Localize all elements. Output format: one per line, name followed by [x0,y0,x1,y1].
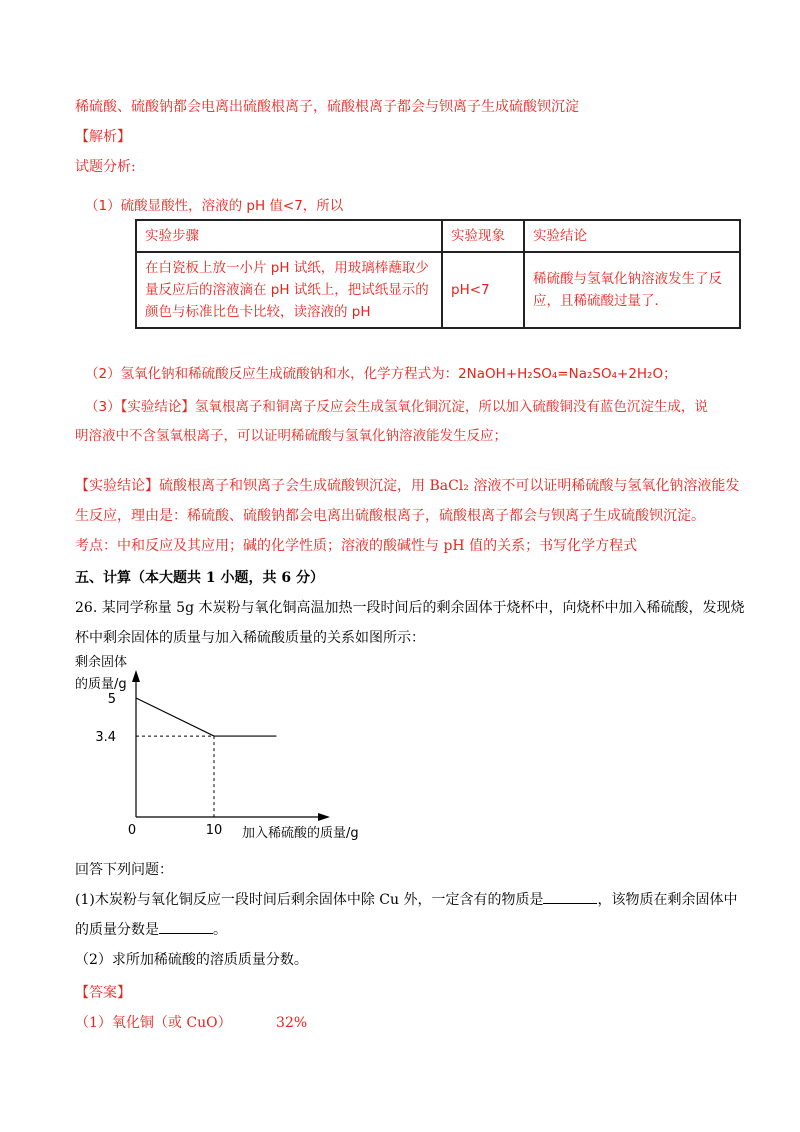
answer-blank [543,891,597,904]
answer-1-value: 32% [276,1015,308,1031]
experiment-table [135,219,741,329]
data-line [136,698,276,736]
answer-intro: 回答下列问题： [75,862,173,878]
answer-blank [159,921,213,934]
table-cell-phenomenon: pH<7 [442,252,524,328]
sub-question-1-text-a: (1)木炭粉与氧化铜反应一段时间后剩余固体中除 Cu 外，一定含有的物质是 [75,892,544,908]
y-axis-label-line1: 剩余固体 [75,655,128,670]
sub-question-1-text-b: ，该物质在剩余固体中 [597,892,738,908]
answer-part-3-line1: （3）【实验结论】氢氧根离子和铜离子反应会生成氢氧化铜沉淀，所以加入硫酸铜没有蓝色沉淀生成，说 [85,399,708,415]
x-tick-label: 0 [127,823,137,838]
x-tick-label: 10 [205,823,223,838]
top-line: 稀硫酸、硫酸钠都会电离出硫酸根离子，硫酸根离子都会与钡离子生成硫酸钡沉淀 [75,99,579,115]
section-heading: 五、计算（本大题共 1 小题，共 6 分） [75,570,324,586]
answer-part-3-line2: 明溶液中不含氢氧根离子，可以证明稀硫酸与氢氧化钠溶液能发生反应； [75,428,507,444]
sub-question-1-line2 [75,920,227,940]
sub-question-1-line1 [75,890,737,910]
analysis-heading: 【解析】 [75,129,131,145]
question-26-line2: 杯中剩余固体的质量与加入稀硫酸质量的关系如图所示： [75,630,425,646]
answer-heading: 【答案】 [75,985,131,1001]
table-header-row [136,220,740,252]
exam-points: 考点：中和反应及其应用；碱的化学性质；溶液的酸碱性与 pH 值的关系；书写化学方程式 [75,538,638,554]
sub-question-1-text-d: 。 [213,922,227,938]
answer-part-1: （1）硫酸显酸性，溶液的 pH 值<7，所以 [85,198,344,214]
y-tick-label: 5 [107,692,116,707]
answer-1-text: （1）氧化铜（或 CuO） [75,1015,232,1031]
table-row [136,252,740,328]
mass-chart [70,652,400,847]
analysis-label: 试题分析: [75,159,136,175]
conclusion-line2: 生反应，理由是：稀硫酸、硫酸钠都会电离出硫酸根离子，硫酸根离子都会与钡离子生成硫酸钡沉淀。 [75,508,705,524]
table-header-cell: 实验现象 [442,220,524,252]
x-axis-label: 加入稀硫酸的质量/g [242,826,359,841]
table-cell-conclusion: 稀硫酸与氢氧化钠溶液发生了反应，且稀硫酸过量了． [524,252,740,328]
table-cell-step: 在白瓷板上放一小片 pH 试纸，用玻璃棒蘸取少量反应后的溶液滴在 pH 试纸上，把试纸显示的颜色与标准比色卡比较，读溶液的 pH [136,252,442,328]
sub-question-1-text-c: 的质量分数是 [75,922,159,938]
table-header-cell: 实验步骤 [136,220,442,252]
conclusion-line1: 【实验结论】硫酸根离子和钡离子会生成硫酸钡沉淀，用 BaCl₂ 溶液不可以证明稀硫酸与氢氧化钠溶液能发 [75,478,740,494]
y-axis-arrow [132,670,140,682]
answer-part-2: （2）氢氧化钠和稀硫酸反应生成硫酸钠和水，化学方程式为：2NaOH+H₂SO₄=Na₂SO₄+2H₂O； [85,366,677,382]
sub-question-2: （2）求所加稀硫酸的溶质质量分数。 [75,952,308,968]
table-header-cell: 实验结论 [524,220,740,252]
x-axis-arrow [318,813,330,821]
question-26-line1: 26. 某同学称量 5g 木炭粉与氧化铜高温加热一段时间后的剩余固体于烧杯中，向烧杯中加入稀硫酸，发现烧 [75,600,745,616]
y-axis-label-line2: 的质量/g [75,677,127,692]
answer-line [75,1013,307,1033]
y-tick-label: 3.4 [95,730,116,746]
